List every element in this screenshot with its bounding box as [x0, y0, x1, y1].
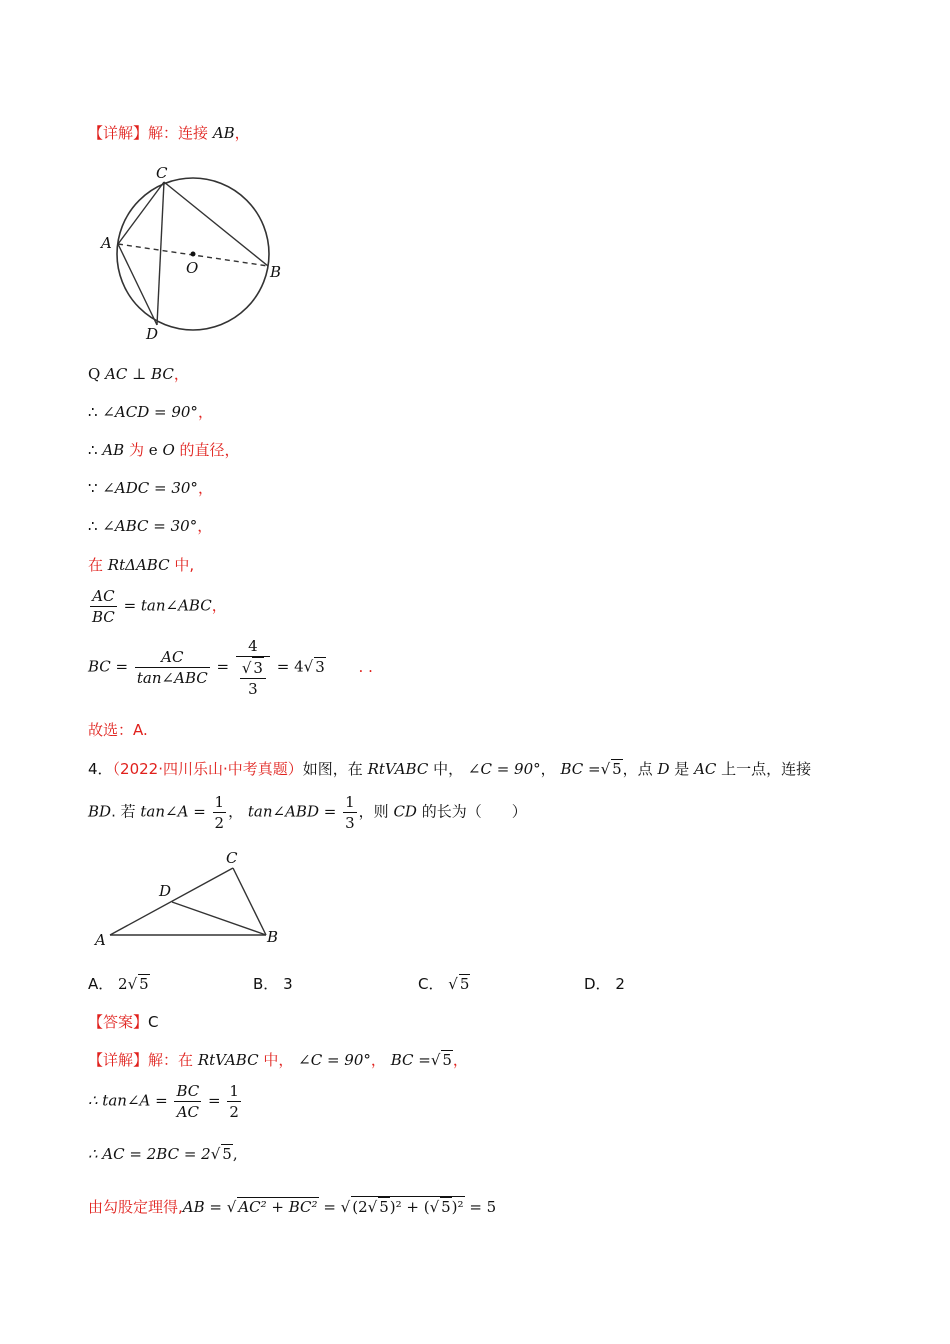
q4-sep-2: ，	[228, 802, 244, 821]
pyth-root-1: AC² + BC²	[238, 1198, 318, 1216]
label-o: O	[186, 259, 199, 277]
bc-fraction-1	[135, 647, 210, 688]
choice-root: 5	[459, 975, 470, 993]
pyth-root-2-c: )² + (	[389, 1198, 430, 1216]
choice-label: C．	[418, 975, 444, 993]
bc-fraction-2	[236, 636, 270, 699]
answer-line-1: 故选：A.	[88, 721, 148, 739]
bc-line: BC = $\frac{AC}{\text{tan∠ABC}}$ = $\frac{4}{\frac{√ 3}{3}}$ = 4√ 3 . .	[88, 637, 373, 698]
bc-rhs-root: 3	[315, 657, 325, 676]
pythagoras-line: 由勾股定理得,AB = √ AC² + BC² = √ (2√ 5)² + (√ 5)² = 5	[88, 1198, 497, 1216]
choice-c[interactable]: C． √ 5	[418, 975, 470, 993]
q4-tan-a-num: 1	[214, 793, 225, 811]
tan-prefix: ∴ tan∠A =	[88, 1091, 168, 1110]
step-math: AB	[102, 441, 125, 459]
q4-tan-abd: tan∠ABD =	[247, 802, 337, 821]
detail-end: ，	[452, 1051, 468, 1069]
step-mid: 为	[128, 441, 144, 459]
bc-inner-num: √ 3	[240, 657, 266, 679]
step-math: AC ⊥ BC	[105, 365, 174, 383]
q4-seg-cd: CD	[393, 802, 417, 821]
detail-text-1: 解：在	[148, 1051, 194, 1069]
step-line-1	[88, 363, 189, 384]
ratio-line	[88, 586, 227, 627]
choice-a[interactable]: A． 2√ 5	[88, 975, 149, 993]
choice-b[interactable]	[253, 973, 293, 994]
step-suffix: ，	[197, 517, 213, 535]
pyth-rhs: = 5	[469, 1198, 497, 1216]
q4-line2-text-2: ，则	[358, 802, 389, 821]
q4-line2-text-1: . 若	[111, 802, 136, 821]
step-prefix: ∴	[88, 517, 98, 535]
q4-cond-1: ∠C = 90°	[467, 760, 541, 778]
choice-coef: 2	[118, 975, 128, 993]
label-c: C	[156, 164, 168, 182]
ratio-den: BC	[92, 608, 115, 626]
q4-text-1: 如图，在	[302, 760, 363, 778]
q4-tan-abd-den: 3	[345, 814, 355, 832]
step-math: ∠ACD = 90°	[102, 403, 198, 421]
bc-num-2: 4	[236, 636, 270, 657]
choice-label: D．	[584, 975, 611, 993]
step-prefix: ∴	[88, 403, 98, 421]
ac-end: ,	[232, 1145, 238, 1163]
bc-num-1: AC	[135, 647, 210, 668]
detail-intro-var: AB	[212, 124, 235, 142]
answer-line-2	[88, 1011, 159, 1032]
pyth-root-2-a: (2	[352, 1198, 368, 1216]
q4-number: 4．	[88, 760, 113, 778]
tan-den: AC	[176, 1103, 200, 1121]
ac-line: ∴ AC = 2BC = 2√ 5,	[88, 1145, 238, 1163]
detail-cond-2-root: 5	[442, 1051, 452, 1069]
choice-label: A．	[88, 975, 114, 993]
choice-d[interactable]	[584, 973, 625, 994]
segment-ca	[118, 182, 164, 244]
detail-tag: 【详解】	[88, 1051, 149, 1069]
pyth-eq: =	[323, 1198, 336, 1216]
detail-triangle: RtVABC	[197, 1051, 259, 1069]
bc-trail: . .	[358, 657, 373, 676]
q4-point-d: D	[657, 760, 670, 778]
step-line-4	[88, 477, 213, 498]
ratio-num: AC	[90, 586, 117, 607]
q4-tan-abd-fraction	[343, 792, 357, 833]
pyth-root-2-b: 5	[379, 1198, 389, 1216]
q4-line-2	[88, 792, 527, 833]
pyth-pre: 由勾股定理得,	[88, 1198, 183, 1216]
pyth-lhs: AB =	[182, 1198, 222, 1216]
detail-intro-end: ，	[234, 124, 250, 142]
choice-label: B．	[253, 975, 279, 993]
label-a: A	[101, 234, 112, 252]
tan-num: BC	[176, 1082, 200, 1100]
bc-lhs: BC =	[88, 657, 129, 676]
step-line-5	[88, 515, 212, 536]
answer-tag: 【答案】	[88, 1013, 149, 1031]
tan-num-2: 1	[229, 1082, 239, 1100]
step-prefix: Q	[88, 365, 101, 383]
tan-den-2: 2	[229, 1103, 239, 1121]
bc-eq: =	[216, 657, 230, 676]
bc-den-2	[236, 657, 270, 699]
step-line-2	[88, 401, 213, 422]
step-line-3	[88, 439, 240, 460]
q4-seg-bd: BD	[88, 802, 112, 821]
tan-line	[88, 1081, 243, 1122]
choice-root: 5	[139, 975, 149, 993]
q4-line-1: 4．（2022·四川乐山·中考真题）如图，在 RtVABC 中， ∠C = 90°， BC =√ 5，点 D 是 AC 上一点，连接	[88, 760, 812, 778]
label-c: C	[226, 849, 238, 867]
step-math-2: O	[162, 441, 175, 459]
ac-root: 5	[222, 1145, 232, 1163]
q4-tan-a: tan∠A =	[140, 802, 206, 821]
pyth-root-2-d: 5	[441, 1198, 451, 1216]
label-a: A	[95, 931, 106, 949]
bc-inner-root: 3	[253, 659, 263, 677]
label-d: D	[146, 325, 159, 343]
rt-line	[88, 554, 194, 575]
q4-text-3: ，点	[622, 760, 653, 778]
q4-text-2: 中，	[433, 760, 464, 778]
q4-tan-abd-num: 1	[345, 793, 355, 811]
q4-seg-ac: AC	[694, 760, 717, 778]
segment-cb	[164, 182, 268, 266]
detail-tag: 【详解】	[88, 124, 149, 142]
pyth-root-2: (2√ 5)² + (√ 5)²	[352, 1198, 464, 1216]
label-d: D	[159, 882, 172, 900]
q4-sep-1: ，	[540, 760, 556, 778]
q4-tan-a-fraction	[213, 792, 227, 833]
q4-cond-2-root: 5	[612, 760, 622, 778]
step-math: ∠ADC = 30°	[102, 479, 198, 497]
step-math: ∠ABC = 30°	[102, 517, 198, 535]
step-suffix: ，	[173, 365, 189, 383]
detail-cond-2: BC =	[390, 1051, 431, 1069]
ac-text: ∴ AC = 2BC = 2	[88, 1145, 211, 1163]
q4-triangle: RtVABC	[367, 760, 429, 778]
detail-intro: 解：连接	[148, 124, 209, 142]
q4-source: （2022·四川乐山·中考真题）	[112, 760, 303, 778]
rt-post: 中,	[174, 556, 195, 574]
step-suffix: 的直径，	[179, 441, 240, 459]
circle-figure	[96, 160, 296, 345]
choice-value: 2	[615, 975, 625, 993]
tan-eq: =	[208, 1091, 221, 1110]
step-suffix: ，	[197, 479, 213, 497]
detail-line-2: 【详解】解：在 RtVABC 中， ∠C = 90°， BC =√ 5，	[88, 1051, 468, 1069]
ratio-rhs: = tan∠ABC	[123, 596, 212, 615]
step-prefix: ∴	[88, 441, 98, 459]
q4-cond-2: BC =	[560, 760, 601, 778]
segment-ac	[110, 868, 233, 935]
q4-line2-text-3: 的长为（ ）	[421, 802, 527, 821]
q4-text-5: 上一点，连接	[721, 760, 812, 778]
tan-fraction-1	[174, 1081, 201, 1122]
ratio-suffix: ，	[211, 596, 227, 615]
triangle-figure	[92, 844, 292, 954]
rt-math: RtΔABC	[107, 556, 170, 574]
center-point	[191, 252, 196, 257]
step-suffix: ，	[197, 403, 213, 421]
bc-rhs-coef: = 4	[276, 657, 304, 676]
segment-cd	[157, 182, 164, 325]
bc-inner-fraction	[240, 657, 266, 699]
q4-text-4: 是	[674, 760, 690, 778]
ratio-fraction	[90, 586, 117, 627]
label-b: B	[267, 928, 279, 946]
bc-inner-den: 3	[248, 680, 258, 698]
choice-value: 3	[283, 975, 293, 993]
step-prefix: ∵	[88, 479, 98, 497]
bc-den-1: tan∠ABC	[136, 669, 208, 687]
pyth-root-2-e: )²	[451, 1198, 464, 1216]
rt-pre: 在	[88, 556, 104, 574]
detail-cond-1: ∠C = 90°	[298, 1051, 371, 1069]
detail-line-1	[88, 122, 250, 143]
detail-sep: ，	[370, 1051, 386, 1069]
tan-fraction-2	[227, 1081, 241, 1122]
label-b: B	[270, 263, 282, 281]
circle-glyph: e	[148, 441, 158, 459]
q4-tan-a-den: 2	[214, 814, 225, 832]
answer-value: C	[148, 1013, 159, 1031]
detail-text-2: 中，	[263, 1051, 294, 1069]
